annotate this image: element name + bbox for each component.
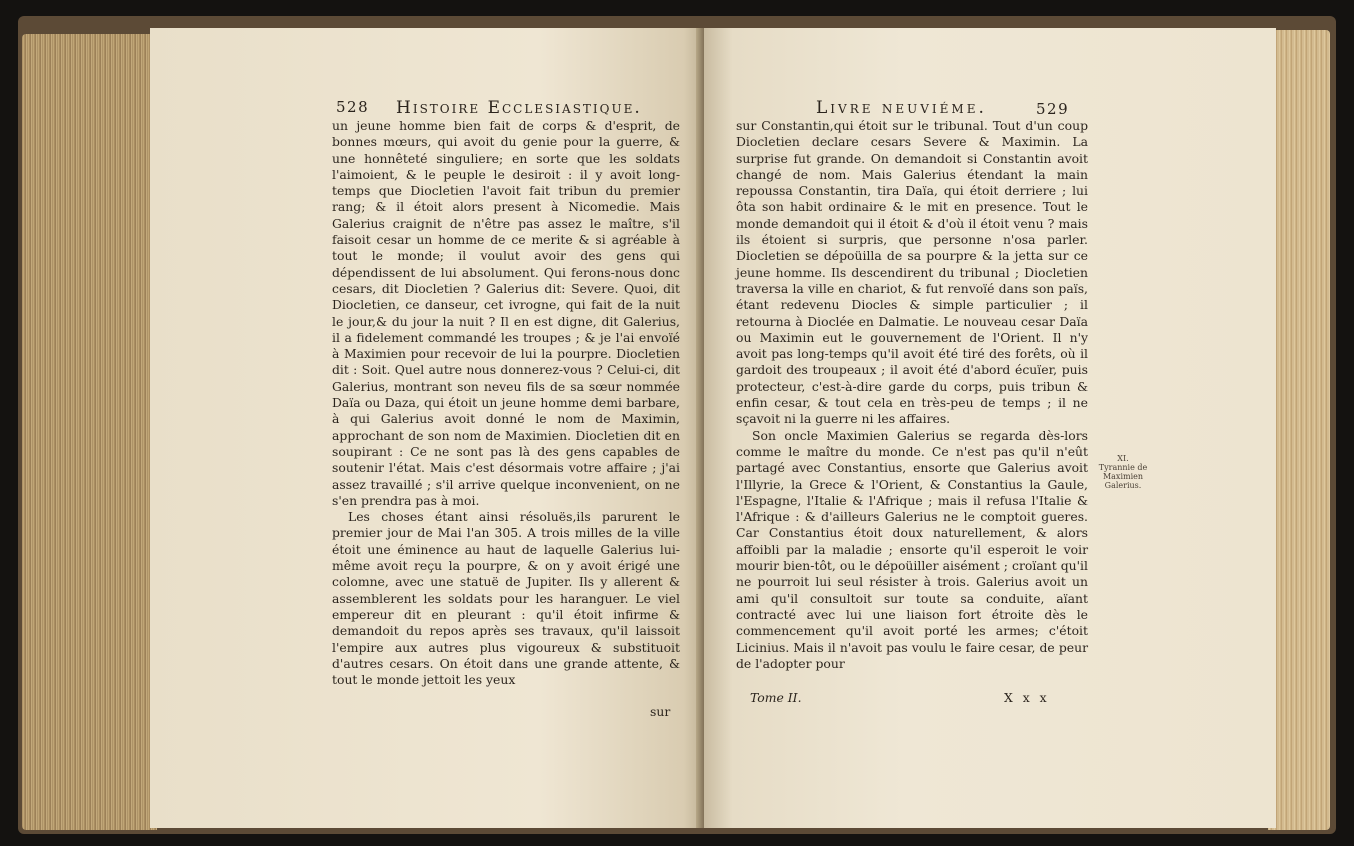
right-running-head: Livre neuviéme.	[816, 98, 987, 118]
left-paragraph-2: Les choses étant ainsi résoluës,ils parurent le premier jour de Mai l'an 305. A trois milles de la ville étoit une éminence au haut de laquelle Galerius lui-même avoit reçu la pourpre, & on y avoit érigé une colomne, avec une statuë de Jupiter. Ils y allerent & assemblerent les soldats pour les haranguer. Le viel empereur dit en pleurant : qu'il étoit infirme & demandoit du repos après ses travaux, qu'il laissoit l'empire aux autres plus vigoureux & substituoit d'autres cesars. On étoit dans une grande attente, & tout le monde jettoit les yeux	[332, 509, 680, 688]
right-paragraph-2: Son oncle Maximien Galerius se regarda dès-lors comme le maître du monde. Ce n'est pas qu'il n'eût partagé avec Constantius, ensorte que Galerius avoit l'Illyrie, la Grece & l'Orient, & Constantius la Gaule, l'Espagne, l'Italie & l'Afrique ; mais il refusa l'Italie & l'Afrique : & d'ailleurs Galerius ne le comptoit gueres. Car Constantius étoit doux naturellement, & alors affoibli par la maladie ; ensorte qu'il esperoit le voir mourir bien-tôt, ou le dépoüiller aisément ; croïant qu'il ne pourroit lui seul résister à trois. Galerius avoit un ami qu'il consultoit sur toute sa conduite, aïant contracté avec lui une liaison fort étroite dès le commencement qu'il avoit porté les armes; c'étoit Licinius. Mais il n'avoit pas voulu le faire cesar, de peur de l'adopter pour	[736, 427, 1088, 671]
right-page-edges	[1268, 30, 1330, 830]
signature-mark: X x x	[1004, 690, 1050, 705]
marginal-note-text: Tyrannie de Maximien Galerius.	[1098, 463, 1148, 490]
left-paragraph-1: un jeune homme bien fait de corps & d'esprit, de bonnes mœurs, qui avoit du genie pour la guerre, & une honnêteté singuliere; en sorte que les soldats l'aimoient, & le peuple le desiroit : il y avoit long-temps que Diocletien l'avoit fait tribun du premier rang; & il étoit alors present à Nicomedie. Mais Galerius craignit de n'être pas assez le maître, s'il faisoit cesar un homme de ce merite & si agréable à tout le monde; il voulut avoir des gens qui dépendissent de lui absolument. Qui ferons-nous donc cesars, dit Diocletien ? Galerius dit: Severe. Quoi, dit Diocletien, ce danseur, cet ivrogne, qui fait de la nuit le jour,& du jour la nuit ? Il en est digne, dit Galerius, il a fidelement commandé les troupes ; & je l'ai envoïé à Maximien pour recevoir de lui la pourpre. Diocletien dit : Soit. Quel autre nous donnerez-vous ? Celui-ci, dit Galerius, montrant son neveu fils de sa sœur nommée Daïa ou Daza, qui étoit un jeune homme demi barbare, à qui Galerius avoit donné le nom de Maximin, approchant de son nom de Maximien. Diocletien dit en soupirant : Ce ne sont pas là des gens capables de soutenir l'état. Mais c'est désormais votre affaire ; j'ai assez travaillé ; s'il arrive quelque inconvenient, on ne s'en prendra pas à moi.	[332, 118, 680, 508]
right-folio: 529	[1036, 100, 1070, 118]
left-running-head: Histoire Ecclesiastique.	[396, 98, 642, 118]
marginal-note-number: XI.	[1117, 454, 1129, 463]
left-body-text	[332, 118, 680, 688]
right-body-text	[736, 118, 1088, 672]
signature-volume: Tome II.	[750, 690, 802, 705]
left-page-edges	[22, 34, 157, 830]
right-page	[704, 28, 1276, 828]
right-paragraph-1: sur Constantin,qui étoit sur le tribunal. Tout d'un coup Diocletien declare cesars Severe & Maximin. La surprise fut grande. On demandoit si Constantin avoit changé de nom. Mais Galerius étendant la main repoussa Constantin, tira Daïa, qui étoit derriere ; lui ôta son habit ordinaire & le mit en presence. Tout le monde demandoit qui il étoit & d'où il étoit venu ? mais ils étoient si surpris, que personne n'osa parler. Diocletien se dépoüilla de sa pourpre & la jetta sur ce jeune homme. Ils descendirent du tribunal ; Diocletien traversa la ville en chariot, & fut renvoïé dans son païs, étant redevenu Diocles & simple particulier ; il retourna à Dioclée en Dalmatie. Le nouveau cesar Daïa ou Maximin eut le gouvernement de l'Orient. Il n'y avoit pas long-temps qu'il avoit été tiré des forêts, où il gardoit des troupeaux ; il avoit été d'abord écuïer, puis protecteur, c'est-à-dire garde du corps, puis tribun & enfin cesar, & tout cela en très-peu de temps ; il ne sçavoit ni la guerre ni les affaires.	[736, 118, 1088, 427]
left-folio: 528	[336, 98, 370, 116]
marginal-note	[1092, 454, 1154, 490]
left-catchword: sur	[650, 704, 671, 719]
left-page	[150, 28, 706, 828]
